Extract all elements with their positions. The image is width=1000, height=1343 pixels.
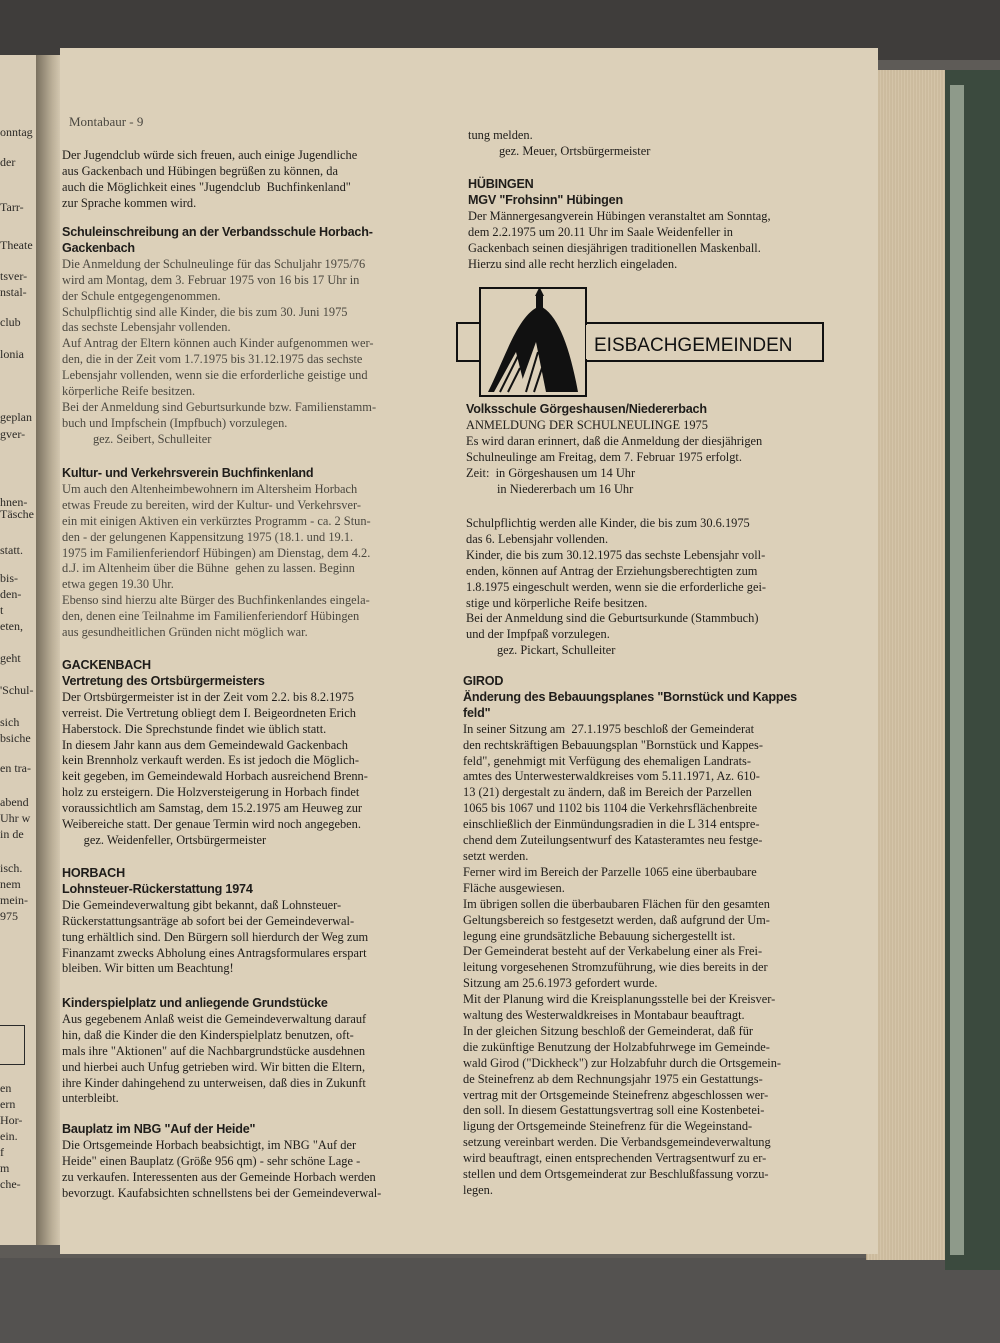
text-line: aus Gackenbach und Hübingen begrüßen zu können, da: [62, 163, 338, 178]
running-head: Montabaur - 9: [69, 114, 144, 129]
text-line: Änderung des Bebauungsplanes "Bornstück und Kappes: [463, 689, 797, 704]
page-stack-edge: [866, 70, 953, 1260]
text-line: Die Gemeindeverwaltung gibt bekannt, daß Lohnsteuer-: [62, 897, 342, 912]
text-line: feld", genehmigt mit Verfügung des ehemaligen Landrats-: [463, 753, 752, 768]
horbach-body: [62, 898, 368, 978]
text-line: Der Gemeinderat besteht auf der Verkabelung einer als Frei-: [463, 944, 763, 959]
text-line: 1.8.1975 eingeschult werden, wenn sie die erforderliche gei-: [466, 579, 767, 594]
facing-page-fragment: gver-: [0, 427, 26, 441]
girod-body: [463, 722, 797, 1199]
kinder-heading: [62, 996, 366, 1012]
facing-page-fragment: bsiche: [0, 731, 31, 745]
text-line: In der gleichen Sitzung beschloß der Gemeinderat, daß für: [463, 1023, 754, 1038]
facing-page-fragment: onntag: [0, 125, 33, 139]
text-line: verreist. Die Vertretung obliegt dem I. Beigeordneten Erich: [62, 705, 356, 720]
text-line: enden, können auf Antrag der Erziehungsberechtigten zum: [466, 563, 758, 578]
text-line: MGV "Frohsinn" Hübingen: [468, 192, 623, 207]
volks-section: [466, 402, 762, 497]
huebingen-section: [468, 177, 771, 272]
right-top-section: [468, 128, 650, 160]
text-line: den, die in der Zeit vom 1.7.1975 bis 31.12.1975 das sechste: [62, 352, 363, 367]
text-line: etwa gegen 19.30 Uhr.: [62, 577, 174, 592]
text-line: Rückerstattungsanträge ab sofort bei der Gemeindeverwal-: [62, 913, 355, 928]
schul-heading: [62, 225, 376, 257]
facing-page-fragment: bis-: [0, 571, 18, 585]
text-line: und der Impfpaß vorzulegen.: [466, 627, 610, 642]
text-line: HORBACH: [62, 866, 125, 880]
text-line: Schulpflichtig werden alle Kinder, die bis zum 30.6.1975: [466, 516, 750, 530]
facing-page-fragment: Täsche: [0, 507, 34, 521]
facing-page-fragment: che-: [0, 1177, 21, 1191]
text-line: Schuleinschreibung an der Verbandsschule Horbach-: [62, 225, 373, 239]
text-line: Heide" einen Bauplatz (Größe 956 qm) - sehr schöne Lage -: [62, 1153, 361, 1168]
kinder-section: [62, 996, 366, 1107]
facing-page-fragment: statt.: [0, 543, 23, 557]
text-line: In diesem Jahr kann aus dem Gemeindewald Gackenbach: [62, 737, 348, 752]
facing-page-fragment: sich: [0, 715, 20, 729]
text-line: Um auch den Altenheimbewohnern im Altersheim Horbach: [62, 481, 358, 496]
girod-heading: [463, 674, 797, 722]
schul-section: [62, 225, 376, 448]
text-line: Fläche ausgewiesen.: [463, 880, 565, 895]
text-line: voraussichtlich am Samstag, dem 15.2.1975 am Heuweg zur: [62, 801, 363, 816]
text-line: bleiben. Wir bitten um Beachtung!: [62, 961, 234, 976]
background-bottom: [0, 1258, 1000, 1343]
text-line: chend dem Zuteilungsentwurf des Katasteramtes neu festge-: [463, 833, 763, 848]
text-line: zur Sprache kommen wird.: [62, 195, 197, 210]
text-line: Ebenso sind hierzu alte Bürger des Buchfinkenlandes eingela-: [62, 593, 370, 608]
text-line: das 6. Lebensjahr vollenden.: [466, 531, 609, 546]
facing-page-fragment: m: [0, 1161, 10, 1175]
left-column: [62, 148, 357, 212]
kultur-body: [62, 482, 371, 641]
text-line: Lebensjahr vollenden, wenn sie die erforderliche geistige und: [62, 368, 368, 383]
facing-page-fragment: eten,: [0, 619, 23, 633]
text-line: den rechtskräftigen Bebauungsplan "Bornstück und Kappes-: [463, 737, 763, 752]
text-line: Die Anmeldung der Schulneulinge für das Schuljahr 1975/76: [62, 256, 366, 271]
text-line: mals ihre "Aktionen" auf die Nachbargrundstücke ausdehnen: [62, 1043, 366, 1058]
text-line: Es wird daran erinnert, daß die Anmeldung der diesjährigen: [466, 433, 763, 448]
facing-page-fragment: abend: [0, 795, 29, 809]
facing-page-fragment: t: [0, 603, 4, 617]
text-line: Vertretung des Ortsbürgermeisters: [62, 673, 265, 688]
text-line: stige und körperliche Reife besitzen.: [466, 595, 648, 610]
girod-section: [463, 674, 797, 1199]
text-line: den - der gelungenen Kappensitzung 1975 (18.1. und 19.1.: [62, 529, 354, 544]
facing-page-fragment: en tra-: [0, 761, 31, 775]
schul-body: [62, 257, 376, 448]
text-line: in Niedererbach um 16 Uhr: [466, 481, 634, 496]
text-line: ein mit einigen Aktiven ein verkürztes Programm - ca. 2 Stun-: [62, 513, 371, 528]
book-cover-inner: [950, 85, 964, 1255]
text-line: 13 (21) dergestalt zu ändern, daß im Bereich der Parzellen: [463, 785, 752, 800]
eisbachgemeinden-logo: [456, 286, 826, 398]
book-gutter: [36, 55, 62, 1245]
volks-body-2: [466, 516, 766, 659]
text-line: In seiner Sitzung am 27.1.1975 beschloß der Gemeinderat: [463, 721, 755, 736]
text-line: buch und Impfschein (Impfbuch) vorzulegen.: [62, 415, 288, 430]
text-line: einschließlich der Einmündungsradien in die L 314 entspre-: [463, 817, 760, 832]
kultur-heading: [62, 466, 371, 482]
facing-page-fragment: f: [0, 1145, 4, 1159]
right-top-body: [468, 128, 650, 160]
text-line: Kinder, die bis zum 30.12.1975 das sechste Lebensjahr voll-: [466, 547, 766, 562]
text-line: den, denen eine Teilnahme im Familienferiendorf Hübingen: [62, 609, 360, 624]
text-line: körperliche Reife besitzen.: [62, 384, 196, 399]
text-line: Aus gegebenem Anlaß weist die Gemeindeverwaltung darauf: [62, 1011, 367, 1026]
text-line: etwas Freude zu bereiten, wird der Kultur- und Verkehrsver-: [62, 497, 361, 512]
text-line: Auf Antrag der Eltern können auch Kinder aufgenommen wer-: [62, 336, 374, 351]
text-line: legen.: [463, 1183, 493, 1197]
bauplatz-body: [62, 1138, 381, 1202]
text-line: Gackenbach seinen diesjährigen traditionellen Maskenball.: [468, 240, 761, 255]
gacken-heading: [62, 658, 368, 690]
text-line: setzung vereinbart werden. Die Verbandsgemeindeverwaltung: [463, 1135, 771, 1150]
text-line: hin, daß die Kinder die den Kinderspielplatz benutzen, oft-: [62, 1027, 354, 1042]
text-line: wird am Montag, dem 3. Februar 1975 von 16 bis 17 Uhr in: [62, 272, 360, 287]
text-line: die zukünftige Benutzung der Holzabfuhrwege im Gemeinde-: [463, 1039, 770, 1054]
facing-page-fragment: in de: [0, 827, 24, 841]
text-line: Haberstock. Die Sprechstunde findet wie üblich statt.: [62, 721, 327, 736]
text-line: 1065 bis 1067 und 1102 bis 1104 die Verkehrsflächenbreite: [463, 801, 758, 816]
text-line: 1975 im Familienferiendorf Hübingen) am Dienstag, dem 4.2.: [62, 545, 371, 560]
facing-page-fragment: nem: [0, 877, 21, 891]
gacken-section: [62, 658, 368, 849]
text-line: Zeit: in Görgeshausen um 14 Uhr: [466, 465, 636, 480]
text-line: gez. Weidenfeller, Ortsbürgermeister: [62, 832, 267, 847]
text-line: Bei der Anmeldung sind die Geburtsurkunde (Stammbuch): [466, 611, 759, 626]
text-line: und hierbei auch Unfug getrieben wird. Wir bitten die Eltern,: [62, 1059, 366, 1074]
huebingen-body: [468, 209, 771, 273]
text-line: Ferner wird im Bereich der Parzelle 1065 eine überbaubare: [463, 864, 757, 879]
text-line: waltung des Westerwaldkreises in Montabaur beauftragt.: [463, 1008, 745, 1023]
text-line: Hierzu sind alle recht herzlich eingeladen.: [468, 256, 678, 271]
text-line: wird beauftragt, einen entsprechenden Vertragsentwurf zu er-: [463, 1151, 767, 1166]
text-line: HÜBINGEN: [468, 177, 534, 191]
text-line: dem 2.2.1975 um 20.11 Uhr im Saale Weidenfeller in: [468, 224, 733, 239]
text-line: Sitzung am 25.6.1973 gefordert wurde.: [463, 976, 658, 991]
text-line: den soll. In diesem Gestattungsvertrag soll eine Kostenbetei-: [463, 1103, 765, 1118]
facing-page-fragment: Theate: [0, 238, 33, 252]
text-line: leitung vorgesehenen Stromzuführung, wie dies bereits in der: [463, 960, 768, 975]
text-line: Volksschule Görgeshausen/Niedererbach: [466, 402, 707, 416]
text-line: ligung der Ortsgemeinde Steinefrenz für die Wegeinstand-: [463, 1119, 753, 1134]
facing-page-fragment: ern: [0, 1097, 16, 1111]
text-line: setzt werden.: [463, 848, 529, 863]
text-line: legung eine grundsätzliche Bebauung sichergestellt ist.: [463, 928, 736, 943]
horbach-section: [62, 866, 368, 977]
facing-page-fragment: Uhr w: [0, 811, 31, 825]
text-line: Im übrigen sollen die überbaubaren Flächen für den gesamten: [463, 896, 770, 911]
text-line: tung erhältlich sind. Den Bürgern soll hierdurch der Weg zum: [62, 929, 369, 944]
text-line: gez. Seibert, Schulleiter: [62, 431, 212, 446]
facing-page-fragment: isch.: [0, 861, 23, 875]
text-line: Schulneulinge am Freitag, dem 7. Februar 1975 erfolgt.: [466, 449, 742, 464]
facing-page-edge: [0, 55, 38, 1245]
text-line: de Steinefrenz ab dem Rechnungsjahr 1975 ein Gestattungs-: [463, 1071, 763, 1086]
horbach-heading: [62, 866, 368, 898]
text-line: Geltungsbereich so festgesetzt werden, daß aufgrund der Um-: [463, 912, 770, 927]
text-line: unterbleibt.: [62, 1091, 119, 1106]
text-line: ihre Kinder dahingehend zu unterweisen, daß dies in Zukunft: [62, 1075, 366, 1090]
text-line: Kinderspielplatz und anliegende Grundstücke: [62, 996, 328, 1010]
text-line: ANMELDUNG DER SCHULNEULINGE 1975: [466, 417, 708, 432]
facing-page-fragment: den-: [0, 587, 22, 601]
facing-page-fragment: nstal-: [0, 285, 27, 299]
volks-body: [466, 418, 762, 498]
huebingen-heading: [468, 177, 771, 209]
text-line: GACKENBACH: [62, 658, 151, 672]
church-tower-icon: [536, 295, 543, 309]
facing-page-fragment: club: [0, 315, 21, 329]
text-line: Bauplatz im NBG "Auf der Heide": [62, 1122, 256, 1136]
facing-page-fragment: der: [0, 155, 16, 169]
text-line: Schulpflichtig sind alle Kinder, die bis zum 30. Juni 1975: [62, 304, 348, 319]
volks-heading: [466, 402, 762, 418]
text-line: auch die Möglichkeit eines "Jugendclub Buchfinkenland": [62, 179, 351, 194]
text-line: Bei der Anmeldung sind Geburtsurkunde bzw. Familienstamm-: [62, 399, 377, 414]
kultur-section: [62, 466, 371, 641]
bauplatz-section: [62, 1122, 381, 1202]
intro-text: [62, 148, 357, 212]
logo-label: EISBACHGEMEINDEN: [594, 335, 793, 356]
facing-page-fragment: Tarr-: [0, 200, 24, 214]
text-line: Der Jugendclub würde sich freuen, auch einige Jugendliche: [62, 148, 358, 162]
facing-page-fragment: hnen-: [0, 495, 28, 509]
text-line: Weibereiche statt. Der genaue Termin wird noch angegeben.: [62, 817, 361, 832]
bauplatz-heading: [62, 1122, 381, 1138]
text-line: kein Brennholz verkauft werden. Es ist jedoch die Möglich-: [62, 753, 359, 768]
facing-page-fragment: geht: [0, 651, 21, 665]
text-line: vertrag mit der Ortsgemeinde Steinefrenz abgeschlossen wer-: [463, 1087, 769, 1102]
facing-page-fragment: lonia: [0, 347, 24, 361]
text-line: tung melden.: [468, 128, 533, 142]
text-line: Der Ortsbürgermeister ist in der Zeit vom 2.2. bis 8.2.1975: [62, 689, 354, 704]
facing-page-fragment: Hor-: [0, 1113, 23, 1127]
text-line: holz zu ersteigern. Die Holzversteigerung in Horbach findet: [62, 785, 360, 800]
text-line: aus gesundheitlichen Gründen nicht möglich war.: [62, 625, 308, 640]
text-line: Kultur- und Verkehrsverein Buchfinkenland: [62, 466, 314, 480]
text-line: amtes des Unterwesterwaldkreises vom 5.11.1971, Az. 610-: [463, 769, 760, 784]
text-line: Mit der Planung wird die Kreisplanungsstelle bei der Kreisver-: [463, 992, 776, 1007]
facing-page-fragment: ein.: [0, 1129, 18, 1143]
text-line: der Schule entgegengenommen.: [62, 288, 221, 303]
text-line: stellen und dem Ortsgemeinderat zur Beschlußfassung vorzu-: [463, 1167, 769, 1182]
kinder-body: [62, 1012, 366, 1107]
text-line: gez. Meuer, Ortsbürgermeister: [468, 143, 651, 158]
text-line: Lohnsteuer-Rückerstattung 1974: [62, 881, 253, 896]
text-line: das sechste Lebensjahr vollenden.: [62, 320, 231, 335]
facing-page-fragment: tsver-: [0, 269, 28, 283]
text-line: Die Ortsgemeinde Horbach beabsichtigt, im NBG "Auf der: [62, 1137, 357, 1152]
text-line: d.J. im Altenheim über die Bühne gehen zu lassen. Beginn: [62, 561, 355, 576]
facing-page-fragment: en: [0, 1081, 12, 1095]
text-line: zu verkaufen. Interessenten aus der Gemeinde Horbach werden: [62, 1169, 376, 1184]
facing-page-fragment: 975: [0, 909, 18, 923]
text-line: wald Girod ("Dickheck") zur Holzabfuhr durch die Ortsgemein-: [463, 1055, 782, 1070]
text-line: feld": [463, 705, 491, 720]
facing-page-box: [0, 1025, 25, 1065]
gacken-body: [62, 690, 368, 849]
facing-page-fragment: 'Schul-: [0, 683, 34, 697]
text-line: Gackenbach: [62, 240, 135, 255]
text-line: GIROD: [463, 674, 504, 688]
text-line: Der Männergesangverein Hübingen veranstaltet am Sonntag,: [468, 208, 771, 223]
volks-section-2: [466, 516, 766, 659]
text-line: keit gegeben, im Gemeindewald Horbach ausreichend Brenn-: [62, 769, 368, 784]
text-line: gez. Pickart, Schulleiter: [466, 643, 616, 658]
facing-page-fragment: mein-: [0, 893, 28, 907]
text-line: Finanzamt zwecks Abholung eines Antragsformulares erspart: [62, 945, 367, 960]
text-line: bevorzugt. Kaufabsichten schnellstens bei der Gemeindeverwal-: [62, 1185, 382, 1200]
facing-page-fragment: geplan: [0, 410, 32, 424]
